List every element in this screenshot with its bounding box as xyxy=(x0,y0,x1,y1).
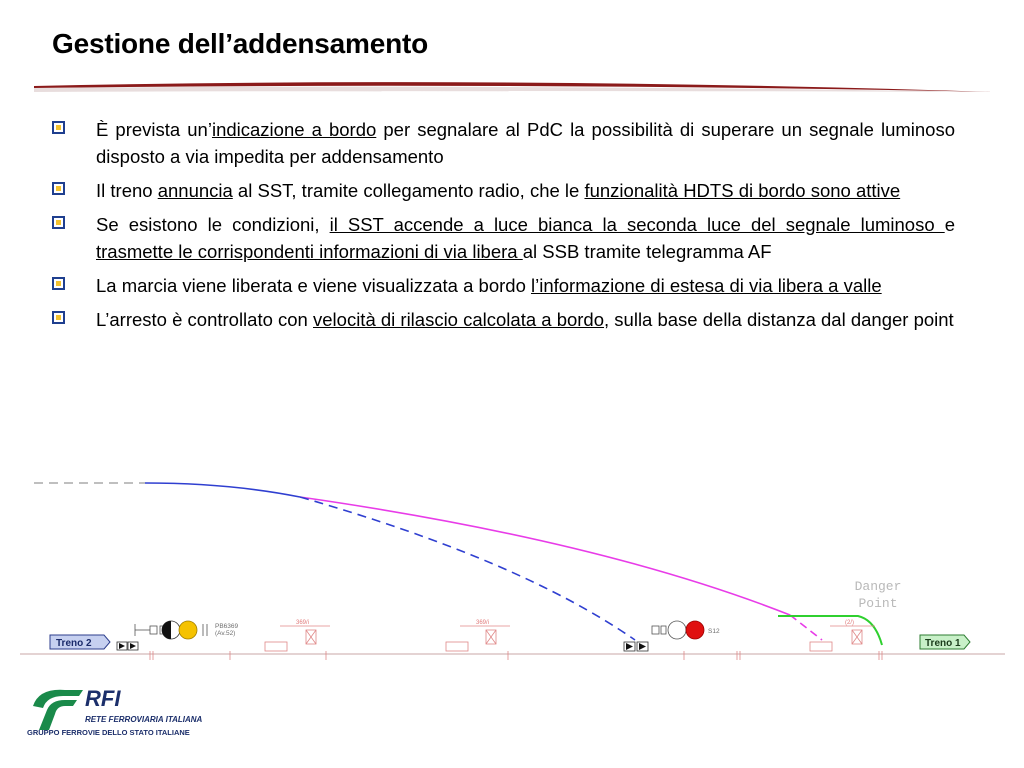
bullet-item xyxy=(52,306,955,333)
bullet-text xyxy=(96,309,954,330)
approach-braking-curve xyxy=(145,483,300,497)
slide-title: Gestione dell’addensamento xyxy=(52,28,428,59)
checkbox-bullet-icon xyxy=(52,182,65,195)
bullet-item xyxy=(52,272,955,299)
train-2-label: Treno 2 xyxy=(56,638,92,649)
signal-2-code: S12 xyxy=(708,628,720,635)
bullet-text xyxy=(96,214,955,262)
bullet-list xyxy=(52,116,955,340)
rfi-brand-full: RETE FERROVIARIA ITALIANA xyxy=(85,715,203,724)
bullet-text-segment: L’arresto è controllato con xyxy=(96,309,313,330)
rfi-logo xyxy=(25,684,225,744)
underlined-text: l’informazione di estesa di via libera a valle xyxy=(531,275,882,296)
bullet-text xyxy=(96,119,955,167)
balise-group-mid xyxy=(624,642,648,651)
bullet-text-segment: Se esistono le condizioni, xyxy=(96,214,330,235)
bullet-item xyxy=(52,177,955,204)
bullet-text-segment: al SSB tramite telegramma AF xyxy=(522,241,772,262)
balise-group-left xyxy=(117,642,138,650)
underlined-text: annuncia xyxy=(157,180,233,201)
checkbox-bullet-icon xyxy=(52,216,65,229)
underlined-text: funzionalità HDTS di bordo sono attive xyxy=(584,180,901,201)
underlined-text: velocità di rilascio calcolata a bordo xyxy=(313,309,605,330)
signal-2 xyxy=(652,621,720,639)
bullet-text-segment: Il treno xyxy=(96,180,158,201)
danger-point-label-1: Danger xyxy=(854,579,902,594)
bullet-text xyxy=(96,275,882,296)
bullet-text-segment: al SST, tramite collegamento radio, che le xyxy=(232,180,585,201)
danger-point-label-2: Point xyxy=(858,596,898,611)
bullet-text-segment: per segnalare al PdC la possibilità di superare un segnale luminoso disposto a via impedita per addensamento xyxy=(96,119,955,167)
stop-dashed-curve xyxy=(300,497,635,640)
bullet-text-segment: e xyxy=(944,214,955,235)
underlined-text: il SST accende a luce bianca la seconda luce del segnale luminoso xyxy=(329,214,945,235)
signal-1-code: PB6369 xyxy=(215,623,239,630)
marker-c-label: (2/) xyxy=(845,620,854,626)
checkbox-bullet-icon xyxy=(52,311,65,324)
release-speed-curve xyxy=(300,497,790,615)
bullet-item xyxy=(52,116,955,170)
train-2-marker xyxy=(50,635,110,649)
underlined-text: indicazione a bordo xyxy=(211,119,377,140)
title-divider xyxy=(30,78,994,100)
train-1-marker xyxy=(920,635,970,649)
marker-b-label: 369/i xyxy=(476,620,490,626)
rfi-brand: RFI xyxy=(85,686,121,711)
signal-1 xyxy=(135,621,239,639)
marker-a-label: 369/i xyxy=(296,620,310,626)
bullet-text-segment: La marcia viene liberata e viene visualizzata a bordo xyxy=(96,275,531,296)
track-markers xyxy=(150,626,882,660)
bullet-text-segment: , sulla base della distanza dal danger point xyxy=(604,309,954,330)
signal-1-sub: (Av.52) xyxy=(215,630,236,637)
train-1-label: Treno 1 xyxy=(925,638,961,649)
underlined-text: trasmette le corrispondenti informazioni di via libera xyxy=(96,241,523,262)
release-speed-curve-end xyxy=(790,615,822,640)
checkbox-bullet-icon xyxy=(52,121,65,134)
danger-point-curve xyxy=(778,616,882,645)
checkbox-bullet-icon xyxy=(52,277,65,290)
hdts-diagram xyxy=(0,470,1024,670)
rfi-group: GRUPPO FERROVIE DELLO STATO ITALIANE xyxy=(27,728,190,737)
bullet-item xyxy=(52,211,955,265)
rfi-emblem-icon xyxy=(33,690,83,730)
bullet-text-segment: È prevista un’ xyxy=(96,119,212,140)
bullet-text xyxy=(96,180,900,201)
